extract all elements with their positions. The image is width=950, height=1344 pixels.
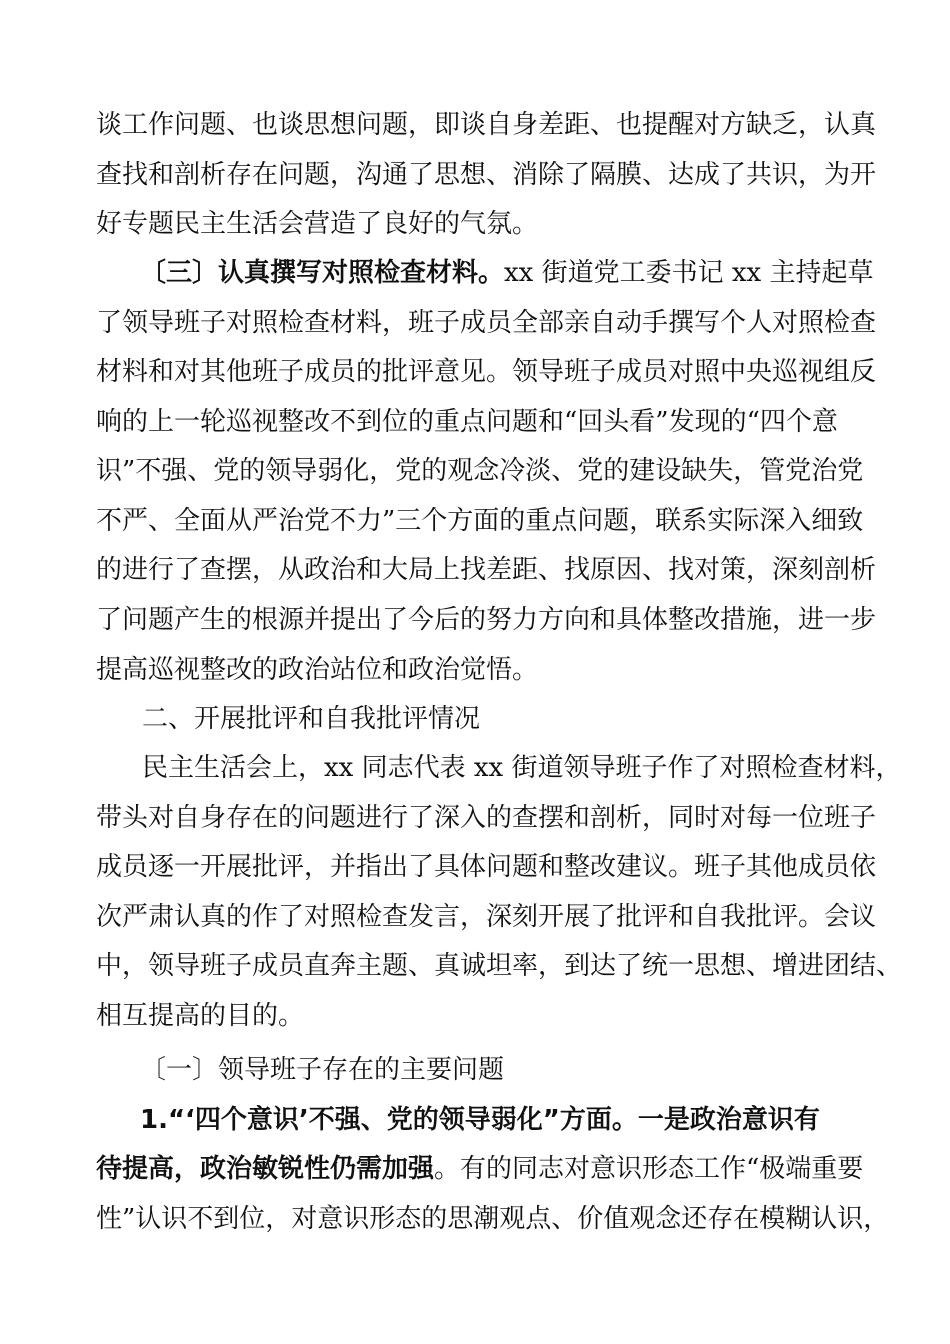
heading-text: 〔一〕领导班子存在的主要问题 [140,1055,505,1085]
line-text: 次严肃认真的作了对照检查发言，深刻开展了批评和自我批评。会议 [96,902,877,932]
section-heading [142,699,950,739]
body-line [142,748,950,788]
body-line [96,402,950,442]
body-line [96,1199,950,1239]
line-text: 民主生活会上，xx 同志代表 xx 街道领导班子作了对照检查材料， [142,753,902,783]
body-line [96,897,950,937]
bold-text: 待提高，政治敏锐性仍需加强 [96,1154,435,1184]
body-line [140,1100,950,1140]
line-text: 提高巡视整改的政治站位和政治觉悟。 [96,655,539,685]
body-line [96,798,950,838]
body-line [96,352,950,392]
body-line [96,105,950,145]
line-text: 的进行了查摆，从政治和大局上找差距、找原因、找对策，深刻剖析 [96,555,877,585]
line-text: 好专题民主生活会营造了良好的气氛。 [96,209,539,239]
body-line [96,303,950,343]
line-text: 相互提高的目的。 [96,1001,305,1031]
body-line [96,451,950,491]
body-line [96,946,950,986]
line-text: 。有的同志对意识形态工作“极端重要 [434,1154,864,1184]
line-text: 了领导班子对照检查材料，班子成员全部亲自动手撰写个人对照检查 [96,308,877,338]
body-line [96,600,950,640]
line-text: 谈工作问题、也谈思想问题，即谈自身差距、也提醒对方缺乏，认真 [96,110,877,140]
body-line [96,996,950,1036]
line-text: 成员逐一开展批评，并指出了具体问题和整改建议。班子其他成员依 [96,852,877,882]
subsection-title: 〔三〕认真撰写对照检查材料。 [140,258,505,288]
line-text: 性”认识不到位，对意识形态的思潮观点、价值观念还存在模糊认识， [96,1204,890,1234]
line-text: 带头对自身存在的问题进行了深入的查摆和剖析，同时对每一位班子 [96,803,877,833]
line-text: 不严、全面从严治党不力”三个方面的重点问题，联系实际深入细致 [96,506,864,536]
body-line [96,204,950,244]
line-text: xx 街道党工委书记 xx 主持起草 [504,258,874,288]
section-paragraph-start [140,253,950,293]
heading-text: 二、开展批评和自我批评情况 [142,704,481,734]
line-text: 识”不强、党的领导弱化，党的观念冷淡、党的建设缺失，管党治党 [96,456,864,486]
line-text: 查找和剖析存在问题，沟通了思想、消除了隔膜、达成了共识，为开 [96,160,877,190]
line-text: 中，领导班子成员直奔主题、真诚坦率，到达了统一思想、增进团结、 [96,951,903,981]
body-line [96,650,950,690]
line-text: 响的上一轮巡视整改不到位的重点问题和“回头看”发现的“四个意 [96,407,838,437]
body-line [96,501,950,541]
line-text: 了问题产生的根源并提出了今后的努力方向和具体整改措施，进一步 [96,605,877,635]
body-line [96,155,950,195]
body-line [96,550,950,590]
bold-text: 1.“‘四个意识’不强、党的领导弱化”方面。一是政治意识有 [140,1105,820,1135]
body-line [96,1149,950,1189]
body-line [96,847,950,887]
subsection-heading [140,1050,950,1090]
line-text: 材料和对其他班子成员的批评意见。领导班子成员对照中央巡视组反 [96,357,877,387]
